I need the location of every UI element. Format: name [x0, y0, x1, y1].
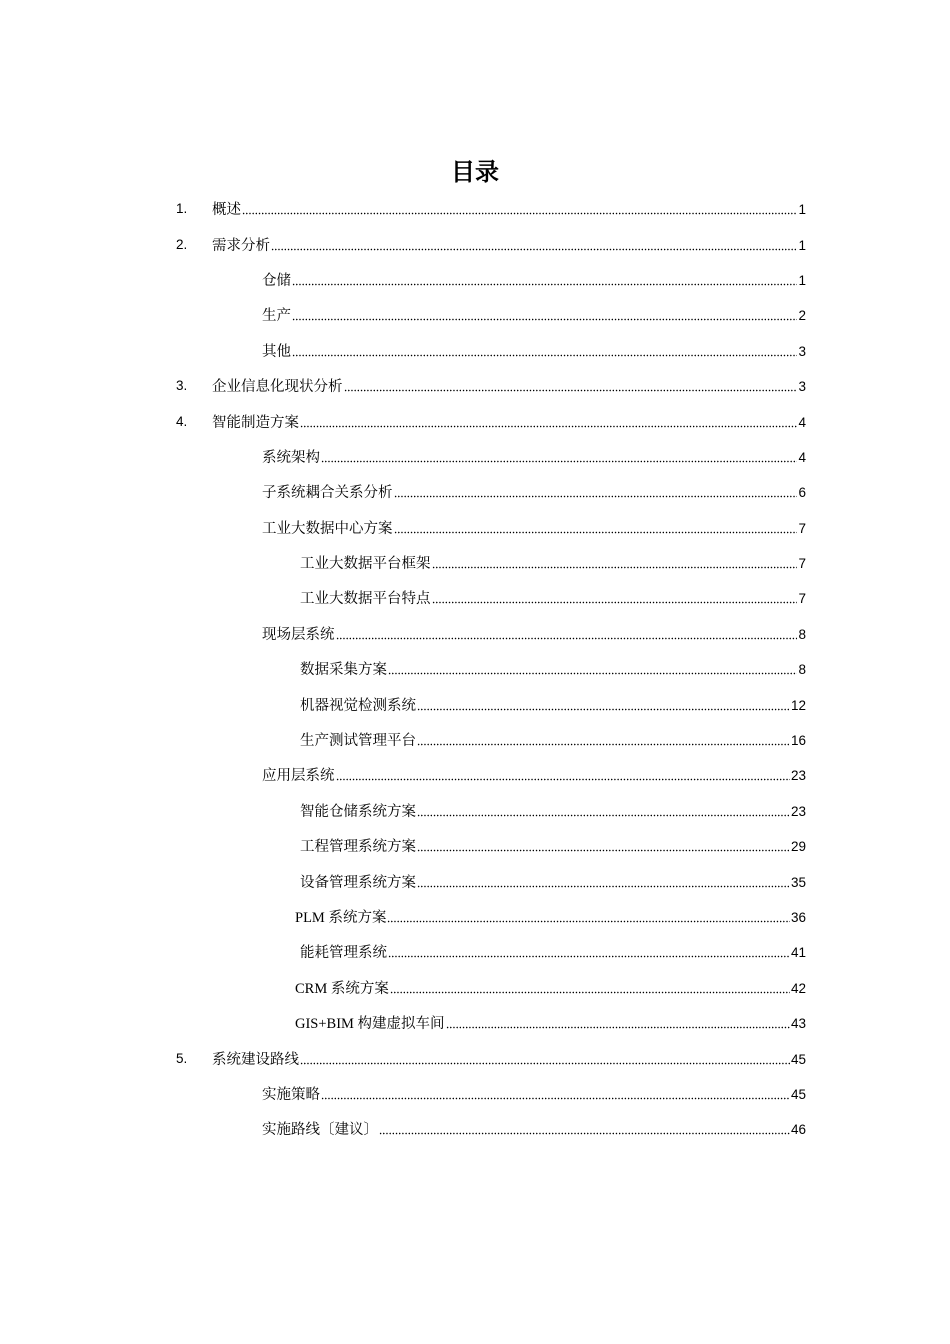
toc-entry-page: 43 [790, 1016, 806, 1032]
toc-entry-page: 7 [798, 520, 806, 536]
toc-entry [0, 297, 950, 332]
toc-entry-label: 系统架构 [262, 449, 320, 466]
toc-entry-number: 4. [176, 413, 188, 429]
toc-entry-page: 46 [790, 1122, 806, 1138]
toc-entry-label: 实施策略 [262, 1086, 320, 1103]
toc-entry-label: 生产 [262, 308, 291, 325]
toc-entry-label: 实施路线〔建议〕 [262, 1122, 378, 1139]
toc-entry [0, 722, 950, 757]
dot-leader [292, 318, 797, 321]
toc-entry-page: 3 [798, 379, 806, 395]
toc-entry-label: 数据采集方案 [300, 662, 387, 679]
toc-entry-page: 16 [790, 733, 806, 749]
table-of-contents [0, 191, 950, 1147]
toc-entry-label: CRM 系统方案 [295, 980, 389, 997]
toc-entry [0, 899, 950, 934]
toc-entry [0, 545, 950, 580]
dot-leader [417, 814, 790, 817]
toc-entry-page: 8 [798, 662, 806, 678]
toc-entry [0, 191, 950, 226]
toc-entry [0, 757, 950, 792]
toc-entry-page: 1 [798, 272, 806, 288]
toc-entry [0, 474, 950, 509]
toc-entry-label: 智能仓储系统方案 [300, 803, 416, 820]
toc-entry-page: 35 [790, 874, 806, 890]
toc-entry [0, 934, 950, 969]
toc-entry [0, 793, 950, 828]
dot-leader [321, 460, 797, 463]
toc-entry [0, 686, 950, 721]
dot-leader [300, 425, 797, 428]
toc-entry [0, 1076, 950, 1111]
dot-leader [336, 637, 798, 640]
toc-entry-page: 7 [798, 591, 806, 607]
dot-leader [432, 566, 798, 569]
toc-entry-page: 8 [798, 626, 806, 642]
dot-leader [417, 885, 790, 888]
toc-entry-page: 41 [790, 945, 806, 961]
toc-entry-label: 能耗管理系统 [300, 945, 387, 962]
toc-entry-page: 4 [798, 414, 806, 430]
toc-entry-page: 2 [798, 308, 806, 324]
toc-entry-page: 45 [790, 1086, 806, 1102]
toc-entry-page: 3 [798, 343, 806, 359]
toc-entry-label: 其他 [262, 343, 291, 360]
toc-entry-page: 7 [798, 556, 806, 572]
dot-leader [388, 955, 790, 958]
toc-entry-label: 系统建设路线 [212, 1051, 299, 1068]
toc-entry-page: 29 [790, 839, 806, 855]
dot-leader [417, 708, 790, 711]
dot-leader [446, 1026, 790, 1029]
toc-entry [0, 616, 950, 651]
toc-entry [0, 368, 950, 403]
toc-title: 目录 [451, 158, 499, 186]
toc-entry [0, 863, 950, 898]
dot-leader [417, 743, 790, 746]
toc-entry-label: 工业大数据平台特点 [300, 591, 431, 608]
toc-entry-number: 1. [176, 201, 188, 217]
dot-leader [379, 1132, 790, 1135]
toc-entry [0, 1040, 950, 1075]
dot-leader [336, 778, 790, 781]
toc-entry [0, 970, 950, 1005]
toc-entry-page: 45 [790, 1051, 806, 1067]
toc-entry [0, 262, 950, 297]
toc-entry-number: 3. [176, 378, 188, 394]
toc-entry-label: 企业信息化现状分析 [212, 379, 343, 396]
toc-entry-label: 子系统耦合关系分析 [262, 485, 393, 502]
toc-entry-label: 设备管理系统方案 [300, 874, 416, 891]
toc-entry [0, 226, 950, 261]
toc-entry-label: 工程管理系统方案 [300, 839, 416, 856]
toc-entry-page: 23 [790, 803, 806, 819]
dot-leader [394, 495, 798, 498]
toc-entry-label: 智能制造方案 [212, 414, 299, 431]
toc-entry [0, 439, 950, 474]
toc-entry-page: 36 [790, 910, 806, 925]
toc-entry-number: 5. [176, 1050, 188, 1066]
toc-entry [0, 403, 950, 438]
toc-entry-label: 应用层系统 [262, 768, 335, 785]
toc-entry-page: 1 [798, 202, 806, 218]
dot-leader [417, 849, 790, 852]
dot-leader [432, 601, 798, 604]
dot-leader [292, 354, 797, 357]
toc-entry-page: 23 [790, 768, 806, 784]
dot-leader [388, 672, 797, 675]
toc-entry-page: 6 [798, 485, 806, 501]
dot-leader [292, 283, 797, 286]
toc-entry [0, 1005, 950, 1040]
toc-entry [0, 1111, 950, 1146]
dot-leader [394, 531, 798, 534]
dot-leader [344, 389, 798, 392]
toc-entry [0, 828, 950, 863]
dot-leader [387, 920, 790, 923]
toc-entry-number: 2. [176, 236, 188, 252]
dot-leader [271, 248, 797, 251]
toc-entry [0, 580, 950, 615]
toc-entry-label: 工业大数据中心方案 [262, 520, 393, 537]
toc-entry-page: 42 [790, 980, 806, 996]
toc-entry-page: 4 [798, 449, 806, 465]
toc-entry [0, 651, 950, 686]
toc-entry [0, 333, 950, 368]
dot-leader [300, 1062, 790, 1065]
toc-entry-label: 生产测试管理平台 [300, 733, 416, 750]
dot-leader [321, 1097, 790, 1100]
toc-entry [0, 510, 950, 545]
toc-entry-label: 仓储 [262, 272, 291, 289]
toc-entry-label: 工业大数据平台框架 [300, 556, 431, 573]
toc-entry-page: 1 [798, 237, 806, 253]
toc-entry-label: PLM 系统方案 [295, 910, 387, 926]
toc-entry-label: 现场层系统 [262, 626, 335, 643]
toc-entry-label: 概述 [212, 202, 241, 219]
toc-entry-label: GIS+BIM 构建虚拟车间 [295, 1016, 445, 1033]
toc-entry-page: 12 [790, 697, 806, 713]
toc-entry-label: 需求分析 [212, 237, 270, 254]
toc-entry-label: 机器视觉检测系统 [300, 697, 416, 714]
dot-leader [242, 212, 797, 215]
dot-leader [390, 991, 790, 994]
